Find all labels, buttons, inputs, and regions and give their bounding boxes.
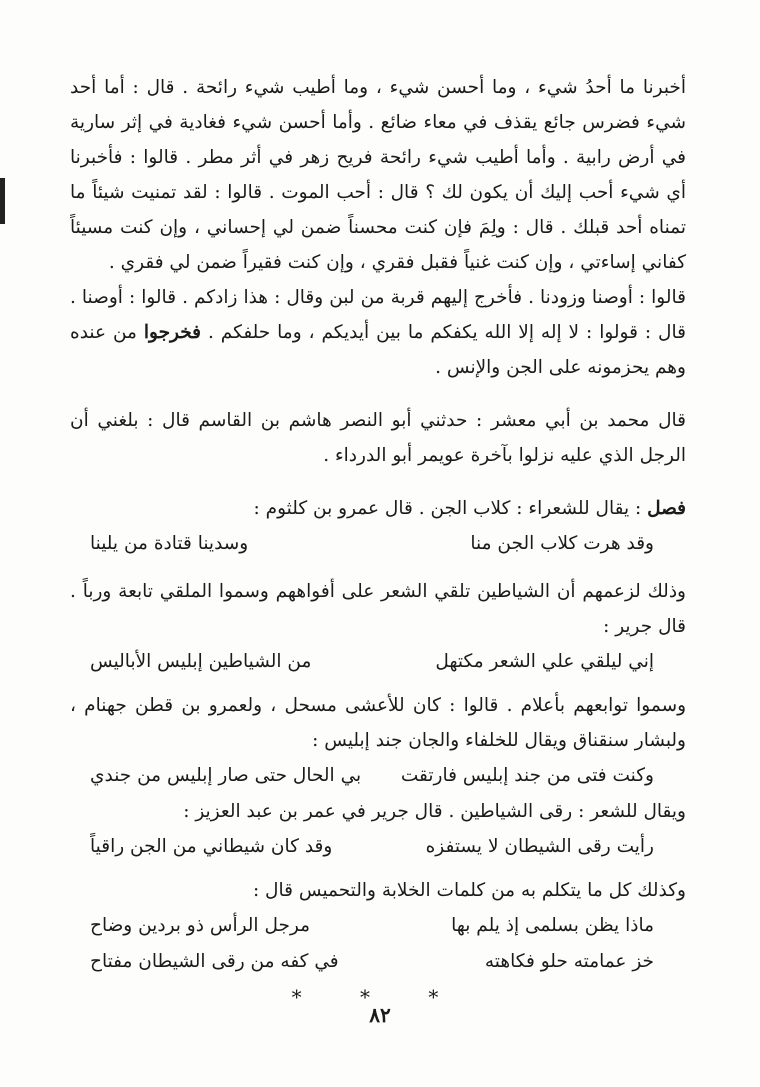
paragraph-7: ويقال للشعر : رقى الشياطين . قال جرير في عمر بن عبد العزيز : <box>183 801 686 822</box>
verse-5-first: ماذا يظن بسلمى إذ يلم بها <box>451 915 654 936</box>
verse-4 <box>70 829 686 865</box>
paragraph-6: وسموا توابعهم بأعلام . قالوا : كان للأعشى مسحل ، ولعمرو بن قطن جهنام ، ولبشار سنقناق ويقال للخلفاء والجان جند إبليس : <box>70 695 686 751</box>
verse-3-first: وكنت فتى من جند إبليس فارتقت <box>400 765 654 786</box>
verse-2-second: من الشياطين إبليس الأباليس <box>90 651 312 672</box>
paragraph-2-text: قالوا : أوصنا وزودنا . فأخرج إليهم قربة من لبن وقال : هذا زادكم . قالوا : أوصنا . قال : قولوا : لا إله إلا الله يكفكم ما بين أيديكم ، وما حلفكم . <box>70 287 686 343</box>
verse-6-first: خز عمامته حلو فكاهته <box>484 951 654 972</box>
verse-6 <box>70 944 686 980</box>
verse-3-second: بي الحال حتى صار إبليس من جندي <box>90 765 362 786</box>
paragraph-2-bold: فخرجوا <box>143 322 202 343</box>
verse-3 <box>70 758 686 794</box>
section-separator: * * * <box>291 985 465 1009</box>
verse-1-first: وقد هرت كلاب الجن منا <box>470 533 654 554</box>
page-number: ٨٢ <box>369 1003 391 1027</box>
paragraph-5: وذلك لزعمهم أن الشياطين تلقي الشعر على أفواههم وسموا الملقي تابعة ورباً . قال جرير : <box>70 581 686 637</box>
page-edge-mark <box>0 178 5 224</box>
paragraph-3: قال محمد بن أبي معشر : حدثني أبو النصر هاشم بن القاسم قال : بلغني أن الرجل الذي عليه نزلوا بآخرة عويمر أبو الدرداء . <box>70 410 686 466</box>
verse-5-second: مرجل الرأس ذو بردين وضاح <box>90 915 311 936</box>
paragraph-2 <box>70 280 686 385</box>
paragraph-8: وكذلك كل ما يتكلم به من كلمات الخلابة والتحميس قال : <box>252 880 686 901</box>
paragraph-4 <box>70 491 686 526</box>
verse-5 <box>70 908 686 944</box>
page-body <box>70 70 686 1012</box>
paragraph-4-text: : يقال للشعراء : كلاب الجن . قال عمرو بن كلثوم : <box>253 498 648 519</box>
verse-1 <box>70 526 686 562</box>
paragraph-1: أخبرنا ما أحدُ شيء ، وما أحسن شيء ، وما أطيب شيء رائحة . قال : أما أحد شيء فضرس جائع يقذف في معاء ضائع . وأما أحسن شيء فغادية في إثر سارية في أرض رابية . وأما أطيب شيء رائحة فريح زهر في أثر مطر . قالوا : فأخبرنا أي شيء أحب إليك أن يكون لك ؟ قال : أحب الموت . قالوا : لقد تمنيت شيئاً ما تمناه أحد قبلك . قال : ولِمَ فإن كنت محسناً ضمن لي إحساني ، وإن كنت مسيئاً كفاني إساءتي ، وإن كنت غنياً فقبل فقري ، وإن كنت فقيراً ضمن لي فقري . <box>70 77 686 273</box>
verse-1-second: وسدينا قتادة من يلينا <box>90 533 249 554</box>
verse-4-second: وقد كان شيطاني من الجن راقياً <box>90 836 333 857</box>
verse-2-first: إني ليلقي علي الشعر مكتهل <box>435 651 654 672</box>
verse-6-second: في كفه من رقى الشيطان مفتاح <box>90 951 339 972</box>
section-heading: فصل <box>647 498 686 519</box>
verse-2 <box>70 644 686 680</box>
verse-4-first: رأيت رقى الشيطان لا يستفزه <box>425 836 654 857</box>
paragraph-2-end: من عنده وهم يحزمونه على الجن والإنس . <box>70 322 686 378</box>
